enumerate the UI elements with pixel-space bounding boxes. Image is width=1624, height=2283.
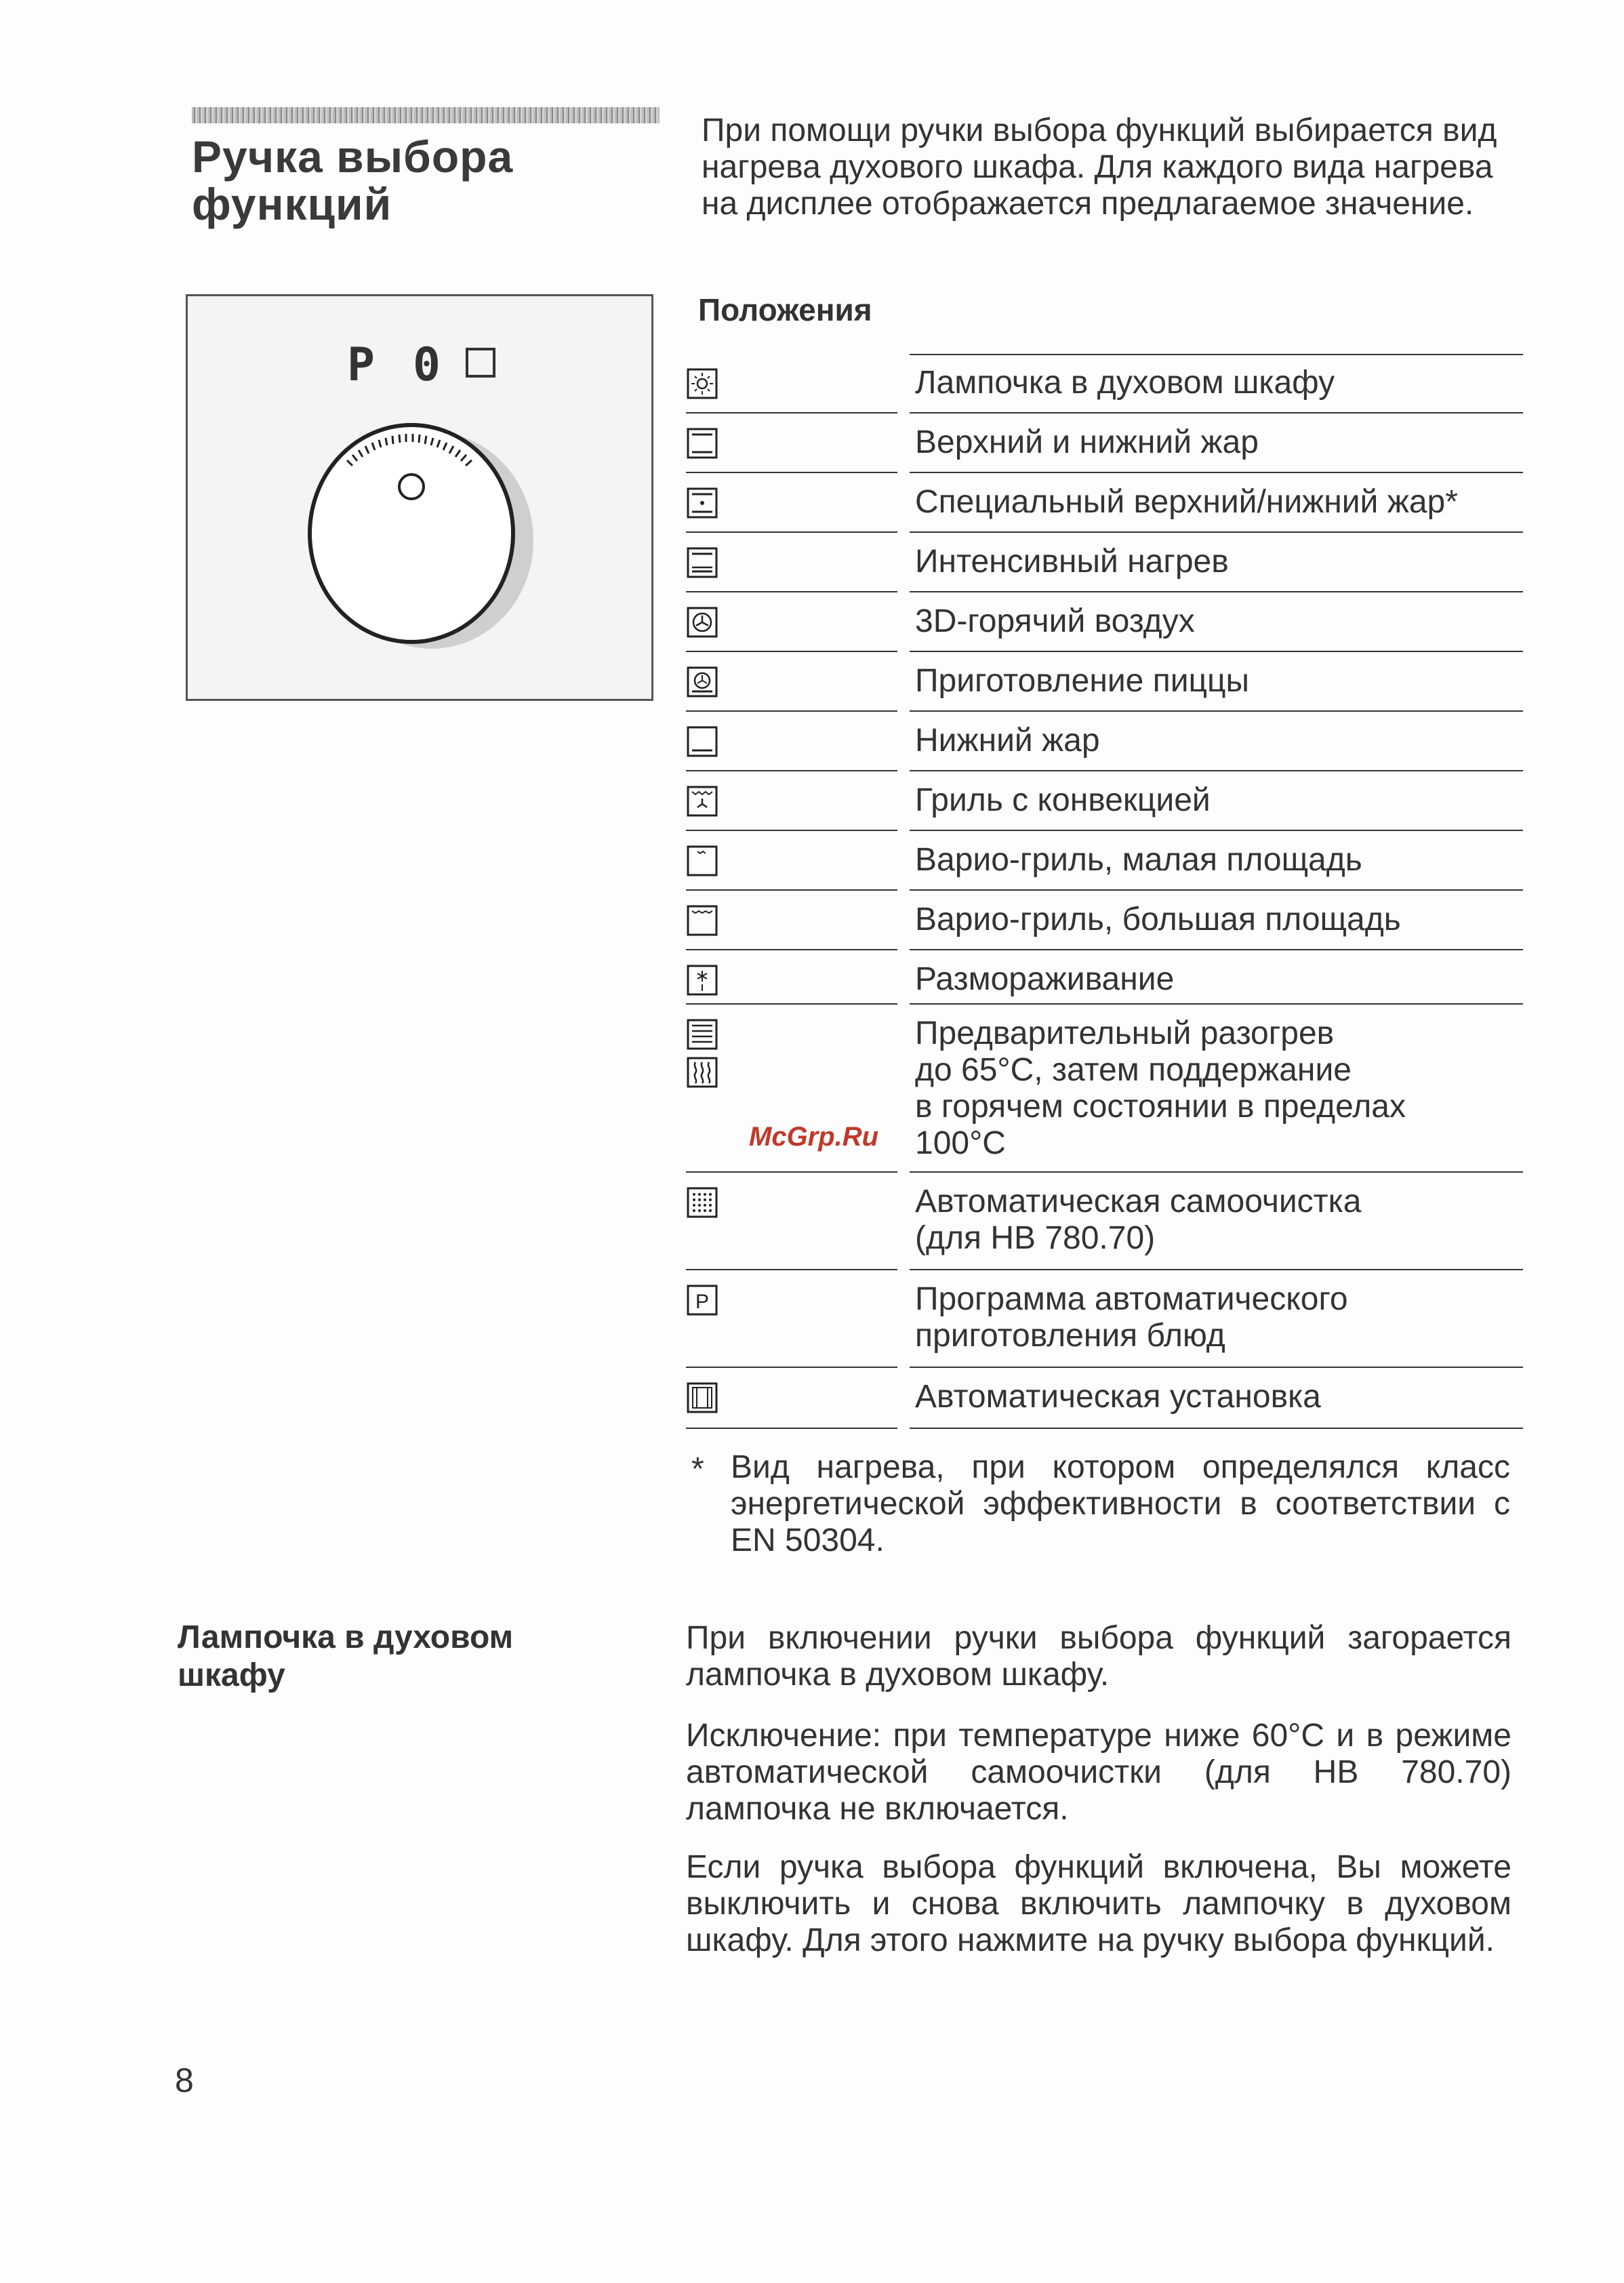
row-divider [686, 1428, 897, 1429]
position-label: Варио-гриль, большая площадь [915, 902, 1401, 937]
footnote-marker: * [691, 1451, 704, 1487]
position-row [686, 354, 1523, 413]
bottom-heat-icon [686, 725, 718, 758]
position-row [686, 413, 1523, 473]
special-top-bottom-heat-icon [686, 487, 718, 519]
lamp-paragraph-1: При включении ручки выбора функций загорается лампочка в духовом шкафу. [686, 1620, 1511, 1693]
row-divider [910, 1428, 1523, 1429]
section-title-line1: Ручка выбора [192, 132, 514, 182]
section-title [192, 133, 659, 228]
position-label: Нижний жар [915, 723, 1100, 759]
position-label: Автоматическая самоочистка (для HB 780.70) [915, 1184, 1362, 1256]
display-square-icon [466, 348, 495, 378]
display-mode: P [347, 338, 375, 392]
position-label: Программа автоматического приготовления блюд [915, 1281, 1348, 1354]
position-label: Размораживание [915, 961, 1175, 997]
position-row [686, 473, 1523, 533]
position-row [686, 533, 1523, 592]
position-row [686, 712, 1523, 771]
positions-heading: Положения [698, 292, 872, 327]
keep-warm-icon [686, 1056, 718, 1089]
section-title-line2: функций [192, 179, 392, 229]
position-label: Специальный верхний/нижний жар* [915, 484, 1458, 520]
lamp-heading-line2: шкафу [178, 1657, 285, 1693]
self-clean-icon [686, 1186, 718, 1219]
position-label: Варио-гриль, малая площадь [915, 842, 1362, 878]
watermark: McGrp.Ru [749, 1122, 879, 1152]
position-row [686, 771, 1523, 831]
position-row [686, 1270, 1523, 1368]
position-label: Гриль с конвекцией [915, 782, 1211, 818]
preheat-icon [686, 1018, 718, 1051]
position-row [686, 950, 1523, 1005]
position-label: 3D-горячий воздух [915, 603, 1195, 639]
lamp-paragraph-3: Если ручка выбора функций включена, Вы можете выключить и снова включить лампочку в духовом шкафу. Для этого нажмите на ручку выбора функций. [686, 1849, 1511, 1958]
pizza-icon [686, 666, 718, 698]
svg-text:P: P [695, 1291, 710, 1313]
position-row [686, 831, 1523, 891]
function-knob-icon [296, 415, 540, 672]
intensive-heat-icon [686, 546, 718, 579]
position-label: Верхний и нижний жар [915, 424, 1259, 460]
footnote: Вид нагрева, при котором определялся класс энергетической эффективности в соответствии с EN 50304. [731, 1449, 1510, 1558]
vario-grill-large-icon [686, 904, 718, 937]
display-value: 0 [413, 338, 441, 392]
auto-setting-icon [686, 1381, 718, 1414]
vario-grill-small-icon [686, 845, 718, 877]
position-row [686, 652, 1523, 712]
grill-convection-icon [686, 785, 718, 817]
hot-air-3d-icon [686, 606, 718, 639]
defrost-icon [686, 964, 718, 996]
position-label: Лампочка в духовом шкафу [915, 365, 1335, 401]
lamp-section-heading [178, 1619, 584, 1695]
position-row [686, 592, 1523, 652]
position-row [686, 1173, 1523, 1270]
page-number: 8 [175, 2061, 194, 2099]
title-rule [192, 107, 659, 123]
position-label: Автоматическая установка [915, 1379, 1321, 1415]
position-label: Интенсивный нагрев [915, 544, 1229, 580]
position-label: Предварительный разогрев до 65°C, затем поддержание в горячем состоянии в пределах 100°C [915, 1015, 1406, 1161]
position-label: Приготовление пиццы [915, 663, 1249, 699]
program-p-icon [686, 1284, 718, 1316]
position-row [686, 891, 1523, 950]
lamp-icon [686, 367, 718, 400]
lamp-heading-line1: Лампочка в духовом [178, 1619, 514, 1655]
knob-illustration [186, 294, 653, 701]
top-bottom-heat-icon [686, 427, 718, 460]
intro-paragraph: При помощи ручки выбора функций выбирается вид нагрева духового шкафа. Для каждого вида нагрева на дисплее отображается предлагаемое значение. [702, 113, 1497, 222]
position-row [686, 1368, 1523, 1429]
lamp-paragraph-2: Исключение: при температуре ниже 60°C и в режиме автоматической самоочистки (для HB 780.70) лампочка не включается. [686, 1718, 1511, 1827]
row-divider [910, 354, 1523, 355]
